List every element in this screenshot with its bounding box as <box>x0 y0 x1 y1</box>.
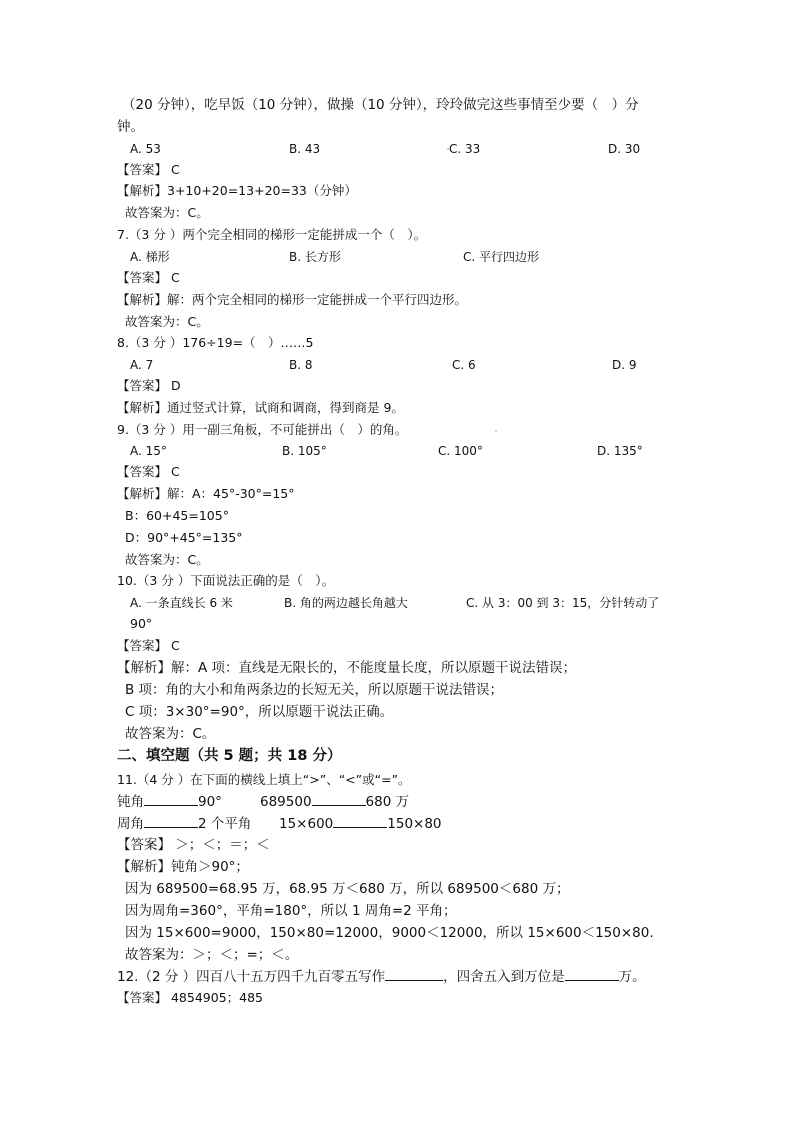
q9-answer: 【答案】 C <box>117 464 180 479</box>
q12-question <box>117 967 646 986</box>
section-title: 二、填空题（共 5 题；共 18 分） <box>117 748 342 764</box>
q11-analysis-4: 因为 15×600=9000，150×80=12000，9000＜12000，所以 15×600＜150×80. <box>125 925 654 941</box>
q10-conclusion: 故答案为：C。 <box>125 726 216 742</box>
q9-analysis-1: 【解析】解：A：45°-30°=15° <box>117 486 295 501</box>
q11-r2b-left: 15×600 <box>279 816 334 832</box>
q10-analysis-2: B 项：角的大小和角两条边的长短无关，所以原题干说法错误； <box>125 682 504 698</box>
q7-option-b: B. 长方形 <box>289 250 341 264</box>
q11-r1a-left: 钝角 <box>117 794 144 810</box>
q12-question-a: 12.（2 分 ）四百八十五万四千九百零五写作 <box>117 969 386 985</box>
q12-question-b: ，四舍五入到万位是 <box>443 969 565 985</box>
q7-answer: 【答案】 C <box>117 270 180 285</box>
q11-row-2 <box>117 814 251 833</box>
fill-blank[interactable] <box>312 792 366 806</box>
fill-blank[interactable] <box>144 814 198 828</box>
q9-question: 9.（3 分 ）用一副三角板，不可能拼出（ ）的角。 <box>117 422 408 437</box>
fill-blank[interactable] <box>565 967 619 981</box>
q11-conclusion: 故答案为：＞；＜；=；＜。 <box>125 947 299 963</box>
q7-option-a: A. 梯形 <box>130 250 170 264</box>
q11-r1b-right: 680 万 <box>365 794 410 810</box>
q9-option-c: C. 100° <box>438 444 483 458</box>
q12-question-c: 万。 <box>618 969 646 985</box>
q6-analysis: 【解析】3+10+20=13+20=33（分钟） <box>117 183 357 198</box>
q6-option-d: D. 30 <box>608 142 641 156</box>
q8-analysis: 【解析】通过竖式计算，试商和调商，得到商是 9。 <box>117 400 404 415</box>
q11-row-1b <box>260 792 409 811</box>
q6-answer: 【答案】 C <box>117 162 180 177</box>
q9-analysis-3: D：90°+45°=135° <box>125 530 243 545</box>
q8-option-c: C. 6 <box>452 358 476 372</box>
q10-analysis-3: C 项：3×30°=90°，所以原题干说法正确。 <box>125 704 394 720</box>
q10-answer: 【答案】 C <box>117 638 180 653</box>
stray-dot <box>447 148 449 150</box>
q10-option-a: A. 一条直线长 6 米 <box>130 596 233 610</box>
q9-analysis-2: B：60+45=105° <box>125 508 229 523</box>
q7-conclusion: 故答案为：C。 <box>125 314 209 329</box>
q11-r2a-left: 周角 <box>117 816 144 832</box>
q11-answer: 【答案】 ＞；＜；＝；＜ <box>117 837 270 853</box>
q6-line1: （20 分钟），吃早饭（10 分钟），做操（10 分钟），玲玲做完这些事情至少要（ ）分 <box>122 97 639 113</box>
q7-analysis: 【解析】解：两个完全相同的梯形一定能拼成一个平行四边形。 <box>117 292 468 307</box>
q11-analysis-2: 因为 689500=68.95 万，68.95 万＜680 万，所以 689500＜680 万； <box>125 881 570 897</box>
q11-r1b-left: 689500 <box>260 794 312 810</box>
q9-option-b: B. 105° <box>282 444 327 458</box>
q11-row-1 <box>117 792 222 811</box>
q11-question: 11.（4 分 ）在下面的横线上填上“>”、“<”或“=”。 <box>117 772 411 787</box>
q9-option-d: D. 135° <box>597 444 643 458</box>
q9-conclusion: 故答案为：C。 <box>125 552 209 567</box>
q11-analysis-3: 因为周角=360°，平角=180°，所以 1 周角=2 平角； <box>125 903 457 919</box>
q7-option-c: C. 平行四边形 <box>463 250 540 264</box>
stray-dot <box>495 430 497 432</box>
q8-option-a: A. 7 <box>130 358 154 372</box>
fill-blank[interactable] <box>385 967 443 981</box>
q12-answer: 【答案】 4854905；485 <box>117 990 264 1005</box>
q11-r2a-right: 2 个平角 <box>198 816 252 832</box>
fill-blank[interactable] <box>333 814 387 828</box>
q10-option-c-continued: 90° <box>130 616 153 631</box>
q8-answer: 【答案】 D <box>117 378 181 393</box>
fill-blank[interactable] <box>144 792 198 806</box>
q8-question: 8.（3 分 ）176÷19=（ ）……5 <box>117 335 314 350</box>
q6-conclusion: 故答案为：C。 <box>125 205 209 220</box>
q10-option-c: C. 从 3：00 到 3：15，分针转动了 <box>466 596 660 610</box>
q11-analysis-1: 【解析】钝角＞90°； <box>117 859 249 875</box>
q6-option-b: B. 43 <box>289 142 321 156</box>
q6-option-a: A. 53 <box>130 142 161 156</box>
q10-question: 10.（3 分 ）下面说法正确的是（ ）。 <box>117 573 335 588</box>
q6-line2: 钟。 <box>117 119 144 135</box>
q7-question: 7.（3 分 ）两个完全相同的梯形一定能拼成一个（ ）。 <box>117 227 427 242</box>
q11-row-2b <box>279 814 442 833</box>
q8-option-d: D. 9 <box>612 358 637 372</box>
q11-r1a-right: 90° <box>198 794 222 810</box>
q8-option-b: B. 8 <box>289 358 313 372</box>
q10-analysis-1: 【解析】解：A 项：直线是无限长的，不能度量长度，所以原题干说法错误； <box>117 660 577 676</box>
q9-option-a: A. 15° <box>130 444 167 458</box>
q10-option-b: B. 角的两边越长角越大 <box>284 596 408 610</box>
q6-option-c: C. 33 <box>449 142 481 156</box>
q11-r2b-right: 150×80 <box>387 816 442 832</box>
